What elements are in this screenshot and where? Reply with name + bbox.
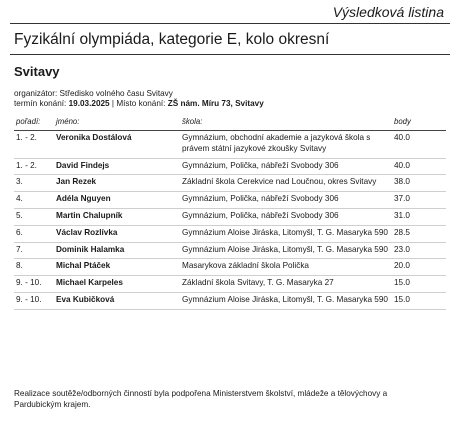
table-row <box>14 276 446 293</box>
school-cell: Gymnázium Aloise Jiráska, Litomyšl, T. G. Masaryka 590 <box>180 225 392 242</box>
results-header-row <box>14 115 446 131</box>
rank-cell: 3. <box>14 175 54 192</box>
table-row <box>14 225 446 242</box>
rank-cell: 1. - 2. <box>14 131 54 159</box>
rank-cell: 8. <box>14 259 54 276</box>
meta-separator: | <box>111 99 115 108</box>
table-row <box>14 192 446 209</box>
date-label: termín konání: <box>14 99 67 108</box>
points-cell: 15.0 <box>392 276 446 293</box>
school-cell: Gymnázium, Polička, nábřeží Svobody 306 <box>180 208 392 225</box>
table-row <box>14 259 446 276</box>
document-type: Výsledková listina <box>332 4 444 20</box>
points-cell: 20.0 <box>392 259 446 276</box>
school-cell: Masarykova základní škola Polička <box>180 259 392 276</box>
school-cell: Gymnázium, Polička, nábřeží Svobody 306 <box>180 192 392 209</box>
name-cell: Michal Ptáček <box>54 259 180 276</box>
rank-column-header: pořadí: <box>14 115 54 131</box>
table-row <box>14 292 446 309</box>
funding-note: Realizace soutěže/odborných činností byla podpořena Ministerstvem školství, mládeže a tělovýchovy a Pardubickým krajem. <box>14 389 388 409</box>
organizer-value: Středisko volného času Svitavy <box>59 89 173 98</box>
name-cell: Veronika Dostálová <box>54 131 180 159</box>
venue-heading: Svitavy <box>14 64 60 79</box>
school-cell: Základní škola Svitavy, T. G. Masaryka 27 <box>180 276 392 293</box>
place-label: Místo konání: <box>116 99 166 108</box>
name-cell: Adéla Nguyen <box>54 192 180 209</box>
school-cell: Gymnázium, obchodní akademie a jazyková škola s právem státní jazykové zkoušky Svitavy <box>180 131 392 159</box>
organizer-label: organizátor: <box>14 89 58 98</box>
page-title: Fyzikální olympiáda, kategorie E, kolo okresní <box>14 31 330 48</box>
rank-cell: 5. <box>14 208 54 225</box>
date-value: 19.03.2025 <box>68 99 110 108</box>
name-column-header: jméno: <box>54 115 180 131</box>
table-row <box>14 158 446 175</box>
points-cell: 40.0 <box>392 131 446 159</box>
school-column-header: škola: <box>180 115 392 131</box>
rank-cell: 1. - 2. <box>14 158 54 175</box>
date-place-line <box>14 99 264 108</box>
points-cell: 31.0 <box>392 208 446 225</box>
name-cell: Dominik Halamka <box>54 242 180 259</box>
points-cell: 38.0 <box>392 175 446 192</box>
table-row <box>14 175 446 192</box>
name-cell: Michael Karpeles <box>54 276 180 293</box>
points-cell: 23.0 <box>392 242 446 259</box>
points-column-header: body <box>392 115 446 131</box>
results-table <box>14 115 446 310</box>
name-cell: David Findejs <box>54 158 180 175</box>
name-cell: Martin Chalupník <box>54 208 180 225</box>
place-value: ZŠ nám. Míru 73, Svitavy <box>167 99 264 108</box>
name-cell: Eva Kubičková <box>54 292 180 309</box>
organizer-line <box>14 89 173 98</box>
name-cell: Jan Rezek <box>54 175 180 192</box>
points-cell: 37.0 <box>392 192 446 209</box>
school-cell: Gymnázium, Polička, nábřeží Svobody 306 <box>180 158 392 175</box>
table-row <box>14 208 446 225</box>
header-divider-bottom <box>10 54 450 55</box>
table-row <box>14 131 446 159</box>
school-cell: Gymnázium Aloise Jiráska, Litomyšl, T. G. Masaryka 590 <box>180 292 392 309</box>
points-cell: 15.0 <box>392 292 446 309</box>
school-cell: Základní škola Cerekvice nad Loučnou, okres Svitavy <box>180 175 392 192</box>
rank-cell: 9. - 10. <box>14 276 54 293</box>
header-divider-top <box>10 23 450 24</box>
points-cell: 40.0 <box>392 158 446 175</box>
rank-cell: 6. <box>14 225 54 242</box>
school-cell: Gymnázium Aloise Jiráska, Litomyšl, T. G. Masaryka 590 <box>180 242 392 259</box>
rank-cell: 4. <box>14 192 54 209</box>
rank-cell: 7. <box>14 242 54 259</box>
table-row <box>14 242 446 259</box>
name-cell: Václav Rozlívka <box>54 225 180 242</box>
rank-cell: 9. - 10. <box>14 292 54 309</box>
points-cell: 28.5 <box>392 225 446 242</box>
